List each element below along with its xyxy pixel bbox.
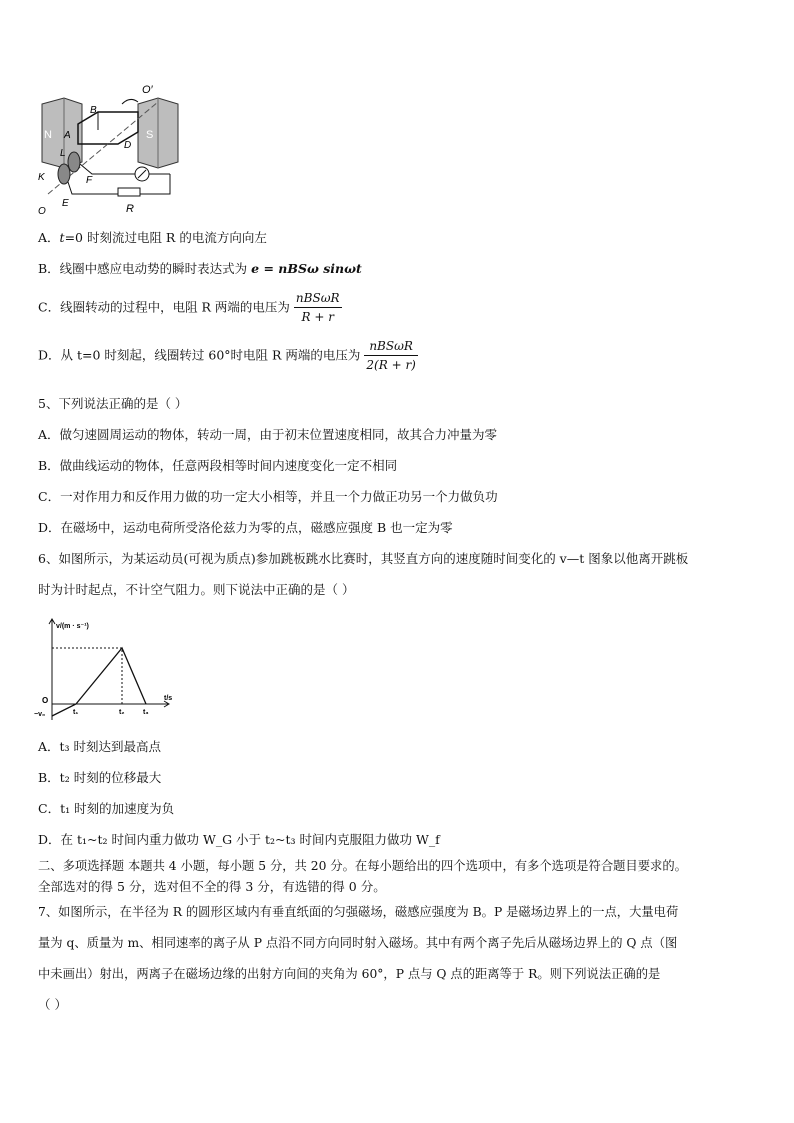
label-o-prime: O′: [142, 84, 153, 96]
q5-stem: 5、下列说法正确的是（ ）: [38, 396, 188, 411]
q5-option-d: D．在磁场中，运动电荷所受洛伦兹力为零的点，磁感应强度 B 也一定为零: [38, 520, 453, 535]
label-f: F: [86, 175, 93, 186]
q6-option-b: B．t₂ 时刻的位移最大: [38, 770, 162, 785]
label-l: L: [60, 148, 66, 159]
q4-option-b: B．线圈中感应电动势的瞬时表达式为 e = nBSω sinωt: [38, 261, 362, 276]
origin-label: O: [42, 696, 49, 705]
label-n: N: [44, 129, 52, 141]
label-e: E: [62, 198, 69, 209]
q5-option-b: B．做曲线运动的物体，任意两段相等时间内速度变化一定不相同: [38, 458, 398, 473]
q6-stem-line2: 时为计时起点，不计空气阻力。则下说法中正确的是（ ）: [38, 582, 355, 597]
q6-stem-line1: 6、如图所示，为某运动员(可视为质点)参加跳板跳水比赛时，其竖直方向的速度随时间变化的 v—t 图象以他离开跳板: [38, 551, 689, 566]
voltage-fraction-d: $\frac{\text{nBSωR}}{2(R + r)}$: [366, 339, 416, 372]
q7-stem-line1: 7、如图所示，在半径为 R 的圆形区域内有垂直纸面的匀强磁场，磁感应强度为 B。P 是磁场边界上的一点，大量电荷: [38, 905, 679, 919]
x-tick-label: t₃: [143, 709, 149, 716]
q6-option-d: D．在 t₁~t₂ 时间内重力做功 W_G 小于 t₂~t₃ 时间内克服阻力做功 W_f: [38, 832, 440, 847]
label-a: A: [64, 130, 71, 141]
voltage-fraction-c: $\frac{\text{nBSωR}}{R + r}$: [295, 291, 340, 324]
label-k: K: [38, 172, 45, 183]
vmax-guide-line: [52, 648, 122, 704]
q6-option-a: A．t₃ 时刻达到最高点: [38, 739, 162, 754]
label-o: O: [38, 206, 46, 217]
x-axis-label: t/s: [164, 695, 173, 702]
q4-option-d: D．从 t=0 时刻起，线圈转过 60°时电阻 R 两端的电压为 $\frac{\text{nBSωR}}{2(R + r)}$: [38, 339, 416, 372]
velocity-series-line: [52, 648, 146, 716]
q5-option-c: C．一对作用力和反作用力做的功一定大小相等，并且一个力做正功另一个力做负功: [38, 489, 498, 504]
q7-stem-line4: （ ）: [38, 997, 67, 1012]
emf-expression: e = nBSω sinωt: [251, 261, 362, 276]
label-s: S: [146, 129, 154, 141]
x-tick-label: t₂: [119, 709, 125, 716]
section2-heading-line2: 全部选对的得 5 分，选对但不全的得 3 分，有选错的得 0 分。: [38, 879, 386, 894]
label-b: B: [90, 105, 97, 116]
q7-stem-line2: 量为 q、质量为 m、相同速率的离子从 P 点沿不同方向同时射入磁场。其中有两个离子先后从磁场边界上的 Q 点（图: [38, 936, 678, 950]
neg-v0-label: −v₀: [34, 711, 46, 718]
q4-option-c: C．线圈转动的过程中，电阻 R 两端的电压为 $\frac{\text{nBSωR}}{R + r}$: [38, 291, 340, 324]
label-d: D: [124, 140, 132, 151]
q6-option-c: C．t₁ 时刻的加速度为负: [38, 801, 175, 816]
q7-stem-line3: 中未画出）射出，两离子在磁场边缘的出射方向间的夹角为 60°，P 点与 Q 点的距离等于 R。则下列说法正确的是: [38, 967, 661, 981]
generator-figure: [30, 82, 200, 218]
q5-option-a: A．做匀速圆周运动的物体，转动一周，由于初末位置速度相同，故其合力冲量为零: [38, 427, 498, 442]
vt-chart: [30, 616, 180, 726]
label-r: R: [126, 203, 134, 215]
x-tick-label: t₁: [73, 709, 79, 716]
q4-option-a: A．t=0 时刻流过电阻 R 的电流方向向左: [38, 230, 267, 245]
section2-heading-line1: 二、多项选择题 本题共 4 小题，每小题 5 分，共 20 分。在每小题给出的四个选项中，有多个选项是符合题目要求的。: [38, 859, 687, 873]
y-axis-label: v/(m · s⁻¹): [56, 623, 89, 630]
